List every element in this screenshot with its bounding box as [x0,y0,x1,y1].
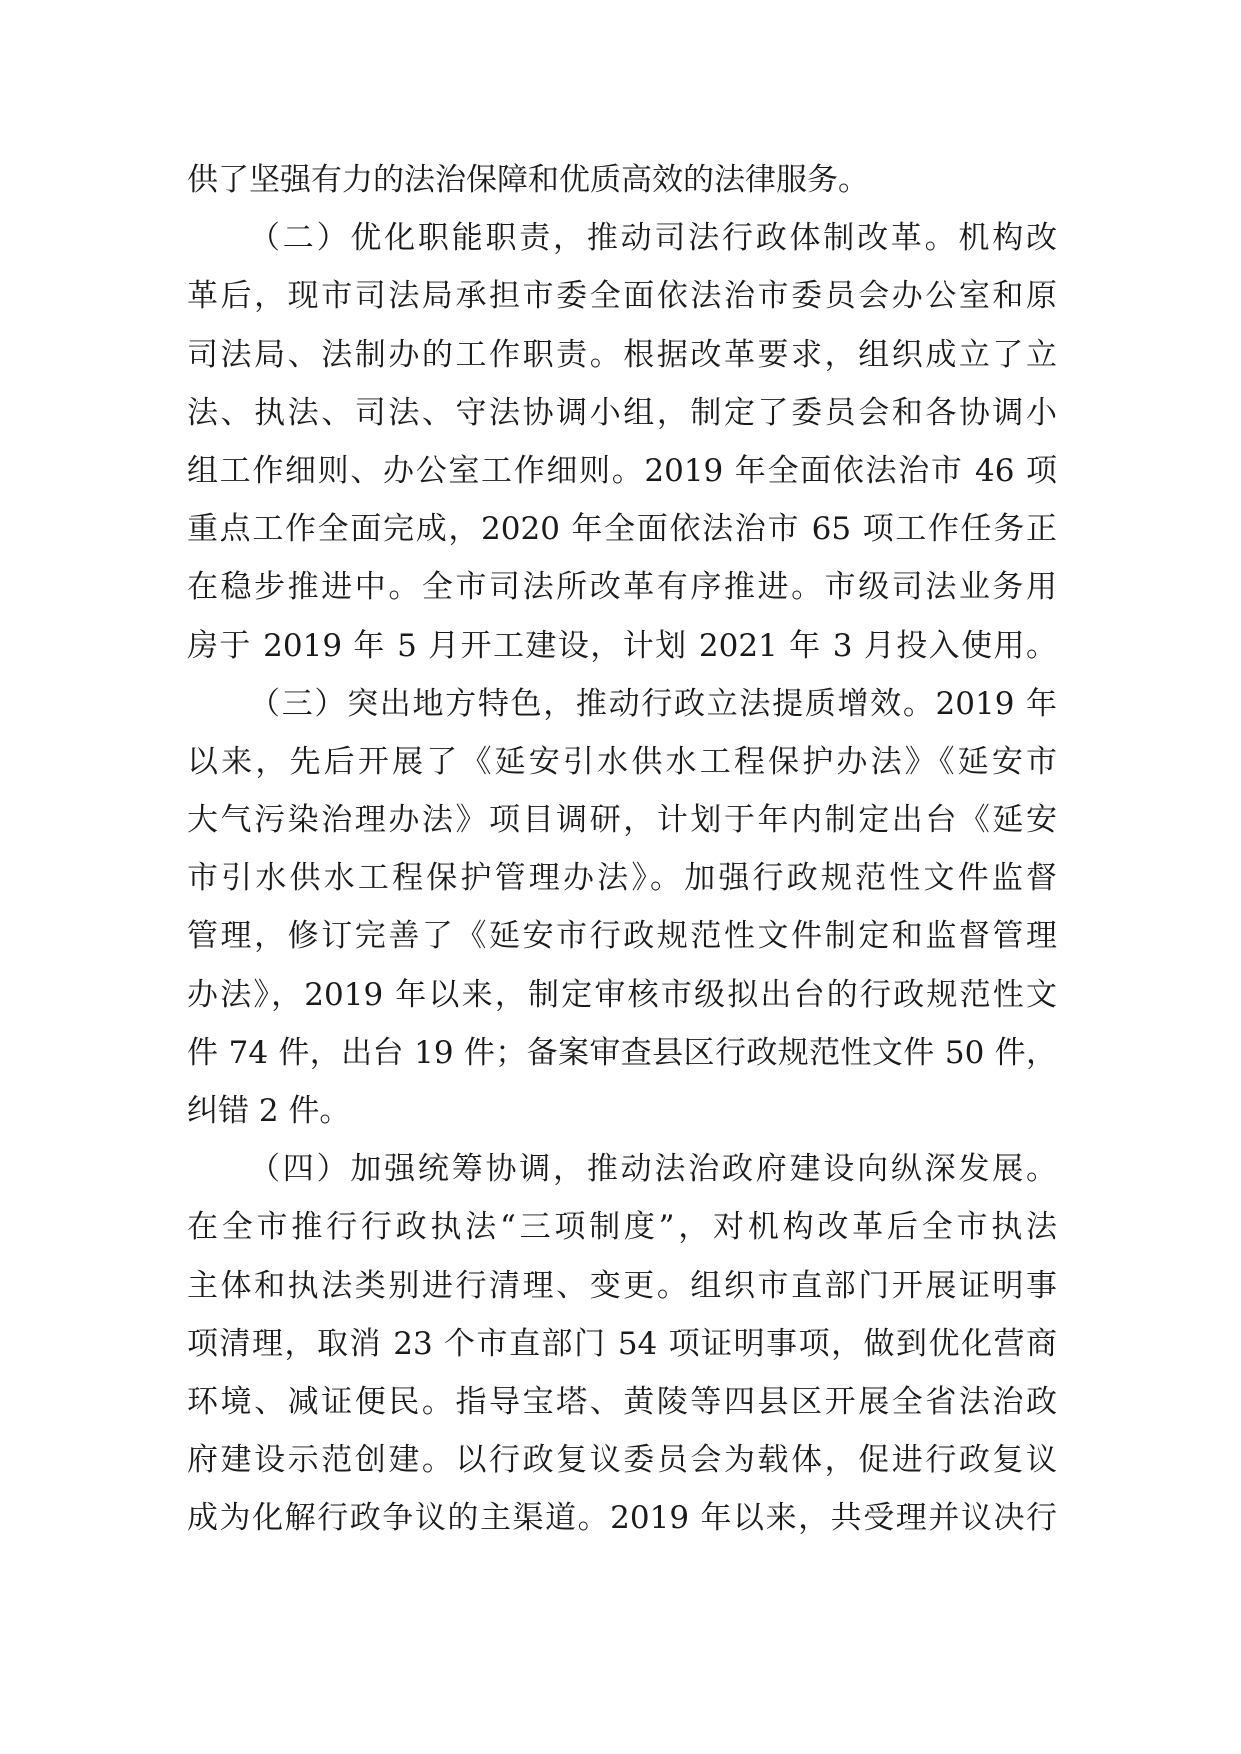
text-line: 房于 2019 年 5 月开工建设，计划 2021 年 3 月投入使用。 [187,627,1057,664]
text-line: 办法》，2019 年以来，制定审核市级拟出台的行政规范性文 [187,976,1057,1013]
text-line: 革后，现市司法局承担市委全面依法治市委员会办公室和原 [187,278,1057,315]
text-line: 司法局、法制办的工作职责。根据改革要求，组织成立了立 [187,336,1057,373]
text-line: 大气污染治理办法》项目调研，计划于年内制定出台《延安 [187,802,1057,839]
text-line: 市引水供水工程保护管理办法》。加强行政规范性文件监督 [187,860,1057,897]
text-line: 项清理，取消 23 个市直部门 54 项证明事项，做到优化营商 [187,1325,1057,1362]
text-line: 组工作细则、办公室工作细则。2019 年全面依法治市 46 项 [187,452,1057,489]
text-line: 重点工作全面完成，2020 年全面依法治市 65 项工作任务正 [187,511,1057,548]
text-line: 件 74 件，出台 19 件；备案审查县区行政规范性文件 50 件， [187,1034,1057,1071]
text-line: 在稳步推进中。全市司法所改革有序推进。市级司法业务用 [187,569,1057,606]
text-line: 以来，先后开展了《延安引水供水工程保护办法》《延安市 [187,743,1057,780]
text-line: 环境、减证便民。指导宝塔、黄陵等四县区开展全省法治政 [187,1383,1057,1420]
text-line: 成为化解行政争议的主渠道。2019 年以来，共受理并议决行 [187,1500,1057,1537]
paragraph-2-heading-line: （二）优化职能职责，推动司法行政体制改革。机构改 [249,220,1057,257]
paragraph-4-heading-line: （四）加强统筹协调，推动法治政府建设向纵深发展。 [249,1151,1057,1188]
text-line: 管理，修订完善了《延安市行政规范性文件制定和监督管理 [187,918,1057,955]
text-line: 纠错 2 件。 [187,1093,351,1129]
text-line: 府建设示范创建。以行政复议委员会为载体，促进行政复议 [187,1442,1057,1479]
text-line: 法、执法、司法、守法协调小组，制定了委员会和各协调小 [187,394,1057,431]
text-line: 在全市推行行政执法“三项制度”，对机构改革后全市执法 [187,1209,1057,1246]
text-line: 主体和执法类别进行清理、变更。组织市直部门开展证明事 [187,1267,1057,1304]
body-text [187,151,1057,1548]
text-line: 供了坚强有力的法治保障和优质高效的法律服务。 [187,162,869,198]
paragraph-3-heading-line: （三）突出地方特色，推动行政立法提质增效。2019 年 [249,685,1057,722]
